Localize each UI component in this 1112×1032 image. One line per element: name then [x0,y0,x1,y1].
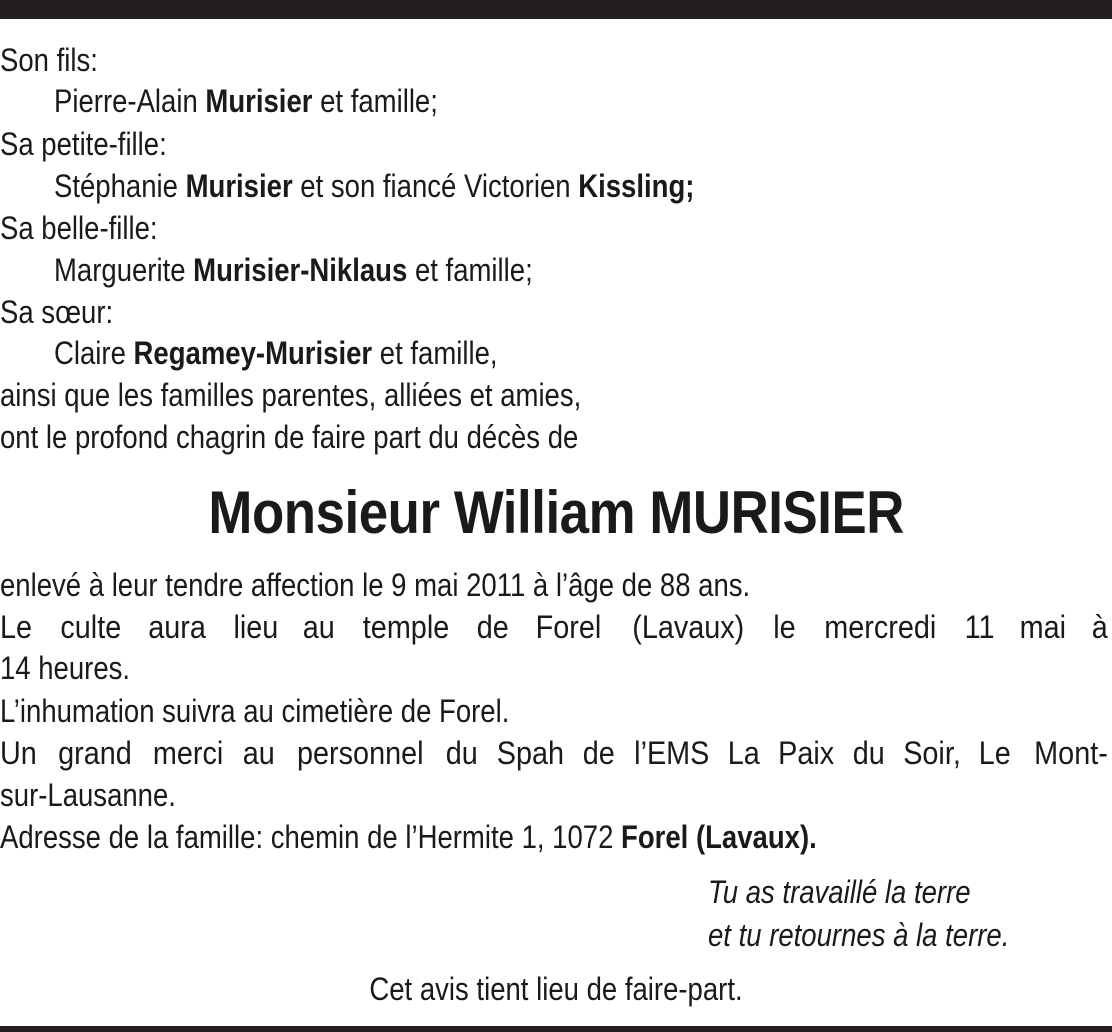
word: mai [1019,609,1067,645]
word: personnel [296,735,424,771]
daughter-in-law-suffix: et famille; [414,252,533,288]
word: aura [148,609,207,645]
word: 11 [964,609,995,645]
word: Un [0,735,37,771]
daughter-in-law-line [54,249,533,291]
daughter-in-law-first-name: Marguerite [54,252,186,288]
word: du [852,735,885,771]
word: au [303,609,336,645]
word: mercredi [823,609,936,645]
word: Le [978,735,1011,771]
word: Le [0,609,33,645]
relatives-line: ainsi que les familles parentes, alliées et amies, [0,377,582,413]
word: temple [362,609,450,645]
word: grand [58,735,132,771]
word: de [477,609,510,645]
word: La [728,735,761,771]
address-place: Forel (Lavaux). [621,819,817,855]
announcement-line: ont le profond chagrin de faire part du décès de [0,419,579,455]
thanks-line-continued: sur-Lausanne. [0,777,176,813]
granddaughter-middle: et son fiancé Victorien [300,168,571,204]
son-first-name: Pierre-Alain [54,83,198,119]
word: (Lavaux) [632,609,745,645]
word: Forel [535,609,602,645]
burial-line: L’inhumation suivra au cimetière de Forel. [0,693,510,729]
sister-suffix: et famille, [379,335,498,371]
son-label: Son fils: [0,42,98,78]
sister-first-name: Claire [54,335,126,371]
thanks-line [0,732,1108,774]
word: au [242,735,275,771]
deceased-name: Monsieur William MURISIER [208,479,904,546]
footer-note-line [0,968,1112,1010]
daughter-in-law-last-name: Murisier-Niklaus [193,252,408,288]
address-text: Adresse de la famille: chemin de l’Hermite 1, 1072 [0,819,614,855]
verse-line-2: et tu retournes à la terre. [708,917,1010,953]
word: de [582,735,615,771]
son-suffix: et famille; [320,83,438,119]
sister-line [54,332,498,374]
granddaughter-line [54,165,694,207]
granddaughter-first-name: Stéphanie [54,168,178,204]
word: Mont- [1034,735,1108,771]
word: culte [60,609,121,645]
word: merci [153,735,224,771]
sister-last-name: Regamey-Murisier [133,335,373,371]
word: à [1091,609,1108,645]
service-line [0,606,1108,648]
granddaughter-label: Sa petite-fille: [0,126,167,162]
daughter-in-law-label: Sa belle-fille: [0,210,158,246]
word: Paix [778,735,835,771]
bottom-rule [0,1026,1112,1032]
word: le [772,609,796,645]
address-line [0,816,817,858]
fiance-last-name: Kissling; [578,168,695,204]
word: du [445,735,478,771]
footer-note: Cet avis tient lieu de faire-part. [369,971,743,1007]
word: l’EMS [633,735,709,771]
verse-line-1: Tu as travaillé la terre [708,874,971,910]
top-rule [0,0,1112,19]
service-time-line: 14 heures. [0,650,131,686]
son-line [54,80,438,122]
word: lieu [233,609,278,645]
word: Spah [496,735,564,771]
death-date-line: enlevé à leur tendre affection le 9 mai 2011 à l’âge de 88 ans. [0,567,751,603]
word: Soir, [902,735,961,771]
granddaughter-last-name: Murisier [185,168,293,204]
son-last-name: Murisier [205,83,313,119]
sister-label: Sa sœur: [0,294,114,330]
deceased-name-heading [0,478,1112,548]
